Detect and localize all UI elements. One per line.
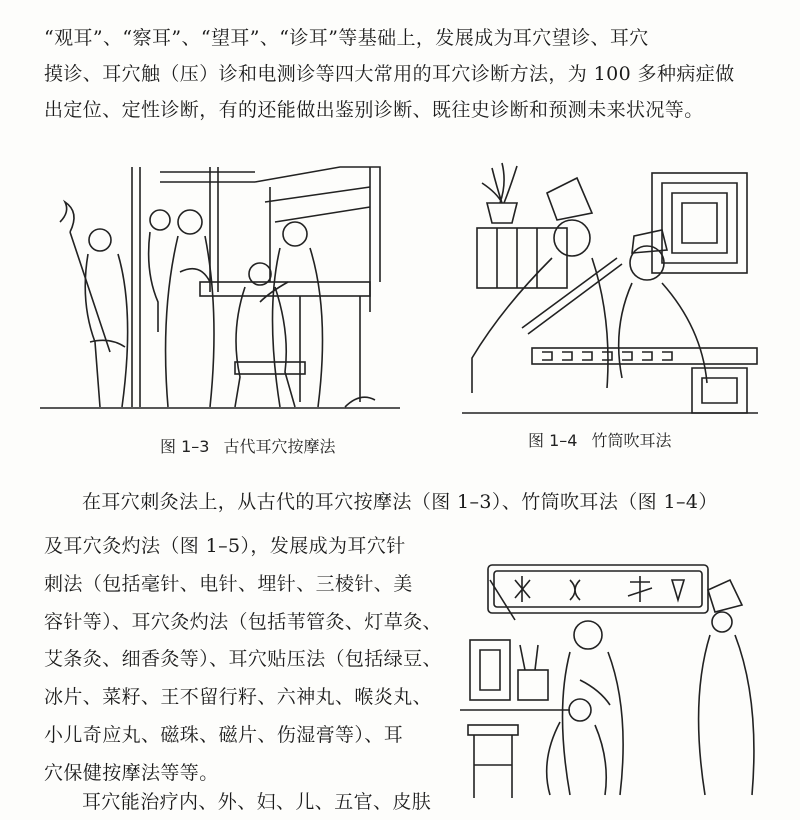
figure-number: 图 1–4 xyxy=(528,431,578,450)
text-line: 艾条灸、细香灸等）、耳穴贴压法（包括绿豆、 xyxy=(44,648,442,671)
text-line: 穴保健按摩法等等。 xyxy=(44,761,219,784)
figure-1-3-caption xyxy=(160,434,335,457)
figure-1-3-illustration xyxy=(40,162,400,424)
acupuncture-paragraph-body xyxy=(44,528,444,793)
figure-1-5-illustration xyxy=(460,560,760,800)
partial-text-line xyxy=(44,784,444,813)
intro-paragraph xyxy=(44,20,754,128)
acupuncture-paragraph-first-line xyxy=(44,484,754,521)
text-line: 小儿奇应丸、磁珠、磁片、伤湿膏等）、耳 xyxy=(44,723,404,746)
text-line: 刺法（包括毫针、电针、埋针、三棱针、美 xyxy=(44,572,413,595)
text-line: 冰片、菜籽、王不留行籽、六神丸、喉炎丸、 xyxy=(44,686,433,709)
text-line: 出定位、定性诊断，有的还能做出鉴别诊断、既往史诊断和预测未来状况等。 xyxy=(44,99,704,121)
figure-number: 图 1–3 xyxy=(160,437,210,456)
figure-1-4-caption xyxy=(528,428,671,451)
figure-1-4-illustration xyxy=(462,158,758,418)
text-line: 耳穴能治疗内、外、妇、儿、五官、皮肤 xyxy=(82,791,432,813)
text-line: 在耳穴刺灸法上，从古代的耳穴按摩法（图 1–3）、竹筒吹耳法（图 1–4） xyxy=(82,491,718,513)
text-line: 及耳穴灸灼法（图 1–5），发展成为耳穴针 xyxy=(44,535,406,557)
figure-title: 竹筒吹耳法 xyxy=(591,431,672,450)
figure-title: 古代耳穴按摩法 xyxy=(223,437,336,456)
text-line: “观耳”、“察耳”、“望耳”、“诊耳”等基础上，发展成为耳穴望诊、耳穴 xyxy=(44,27,649,49)
text-line: 容针等）、耳穴灸灼法（包括苇管灸、灯草灸、 xyxy=(44,610,442,633)
text-line: 摸诊、耳穴触（压）诊和电测诊等四大常用的耳穴诊断方法，为 100 多种病症做 xyxy=(44,63,735,85)
